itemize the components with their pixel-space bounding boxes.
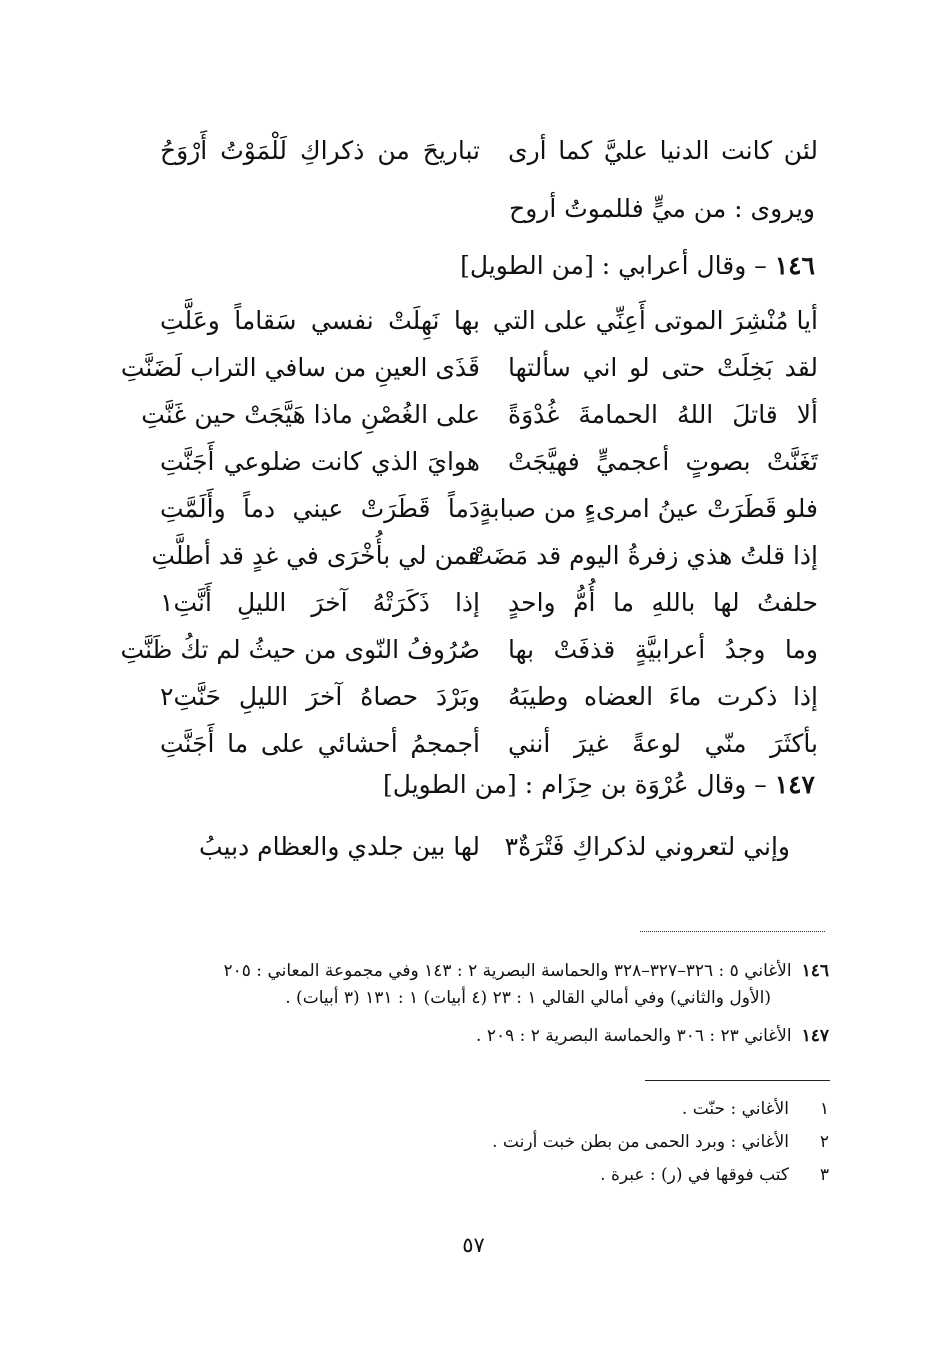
verse-first-hemistich: ألا قاتلَ اللهُ الحمامةَ غُدْوَةً — [508, 400, 818, 429]
footnote-number: ٣ — [819, 1165, 829, 1185]
verse-second-hemistich: قَذَى العينِ من سافي التراب لَضَنَّتِ — [120, 353, 480, 382]
verse-row — [150, 490, 818, 530]
source-147 — [129, 1023, 829, 1049]
source-text: الأغاني ٢٣ : ٣٠٦ والحماسة البصرية ٢ : ٢٠٩ . — [476, 1026, 792, 1046]
poem-147-number: ١٤٧ — [774, 770, 815, 799]
verse-first-hemistich: تَغَنَّتْ بصوتٍ أعجميٍّ فهيَّجَتْ — [508, 447, 818, 476]
verse-second-hemistich: تباريحَ من ذكراكِ لَلْمَوْتُ أَرْوَحُ — [160, 136, 480, 165]
verse-row — [150, 725, 818, 765]
verse-first-hemistich: بأكثَرَ منّي لوعةً غيرَ أنني — [508, 729, 818, 758]
source-text: الأغاني ٥ : ٣٢٦–٣٢٧–٣٢٨ والحماسة البصرية ٢ : ١٤٣ وفي مجموعة المعاني : ٢٠٥ — [223, 961, 792, 981]
verse-first-hemistich: وإني لتعروني لذكراكِ فَتْرَةٌ٣ — [504, 832, 790, 861]
poem-146-title: – وقال أعرابي : [من الطويل] — [460, 251, 767, 280]
footnote-text: الأغاني : حنّت . — [681, 1099, 789, 1119]
verse-row — [150, 537, 818, 577]
verse-first-hemistich: حلفتُ لها باللهِ ما أُمُّ واحدٍ — [508, 588, 818, 617]
footnote-1 — [682, 1096, 829, 1122]
verse-row — [150, 678, 818, 718]
footnote-number: ٢ — [819, 1132, 829, 1152]
dotted-separator — [640, 931, 825, 932]
verse-row — [141, 396, 818, 436]
verse-second-hemistich: وبَرْدَ حصاهُ آخرَ الليلِ حَنَّتِ٢ — [160, 682, 480, 711]
verse-first-hemistich: أيا مُنْشِرَ الموتى أَعِنِّي على التي — [492, 306, 818, 335]
footnote-number: ١ — [819, 1099, 829, 1119]
poem-146-number: ١٤٦ — [774, 251, 815, 280]
verse-row — [150, 302, 818, 342]
source-number: ١٤٧ — [801, 1026, 829, 1046]
verse-first-hemistich: إذا قلتُ هذي زفرةُ اليوم قد مَضَتْ — [468, 541, 818, 570]
footnote-separator — [645, 1080, 830, 1081]
source-146-continuation: (الأول والثاني) وفي أمالي القالي ١ : ٢٣ (٤ أبيات) ١ : ١٣١ (٣ أبيات) . — [285, 988, 771, 1008]
verse-second-hemistich: لها بين جلدي والعظام دبيبُ — [199, 832, 480, 861]
verse-first-hemistich: وما وجدُ أعرابيَّةٍ قذفَتْ بها — [508, 635, 818, 664]
verse-first-hemistich: إذا ذكرت ماءَ العضاه وطيبَهُ — [508, 682, 818, 711]
verse-second-hemistich: دَماً قَطَرَتْ عيني دماً وأَلَمَّتِ — [160, 494, 480, 523]
verse-row — [150, 443, 818, 483]
poem-147-heading — [383, 767, 815, 803]
source-number: ١٤٦ — [801, 961, 829, 981]
footnote-3 — [600, 1162, 829, 1188]
poem-146-heading — [460, 248, 815, 284]
verse-row — [150, 584, 818, 624]
verse-second-hemistich: إذا ذَكَرَتْهُ آخرَ الليلِ أَنَّتِ١ — [160, 588, 480, 617]
verse-second-hemistich: صُرُوفُ النّوى من حيثُ لم تكُ ظَنَّتِ — [120, 635, 480, 664]
verse-row — [120, 349, 818, 389]
page-number: ٥٧ — [462, 1233, 485, 1257]
verse-first-hemistich: فلو قَطَرَتْ عينُ امرىءٍ من صبابةٍ — [479, 494, 818, 523]
poem-147-verse — [200, 828, 790, 868]
verse-first-hemistich: لقد بَخِلَتْ حتى لو اني سألتها — [508, 353, 818, 382]
verse-second-hemistich: على الغُصْنِ ماذا هَيَّجَتْ حين غَنَّتِ — [141, 400, 480, 429]
footnote-text: الأغاني : وبرد الحمى من بطن خبت أرنت . — [492, 1132, 789, 1152]
verse-first-hemistich: لئن كانت الدنيا عليَّ كما أرى — [508, 136, 818, 165]
verse-second-hemistich: هوايَ الذي كانت ضلوعي أَجَنَّتِ — [160, 447, 480, 476]
opening-verse — [150, 132, 818, 172]
footnote-text: كتب فوقها في (ر) : عبرة . — [600, 1165, 789, 1185]
poem-147-title: – وقال عُرْوَة بن حِزَام : [من الطويل] — [383, 770, 767, 799]
footnote-2 — [492, 1129, 829, 1155]
verse-row — [120, 631, 818, 671]
source-146 — [129, 958, 829, 984]
verse-second-hemistich: بها نَهِلَتْ نفسي سَقاماً وعَلَّتِ — [160, 306, 480, 335]
variant-note: ويروى : من ميٍّ فللموتُ أروح — [509, 194, 815, 223]
verse-second-hemistich: أجمجمُ أحشائي على ما أَجَنَّتِ — [160, 729, 480, 758]
verse-second-hemistich: فمن لي بأُخْرَى في غدٍ قد أطلَّتِ — [151, 541, 480, 570]
